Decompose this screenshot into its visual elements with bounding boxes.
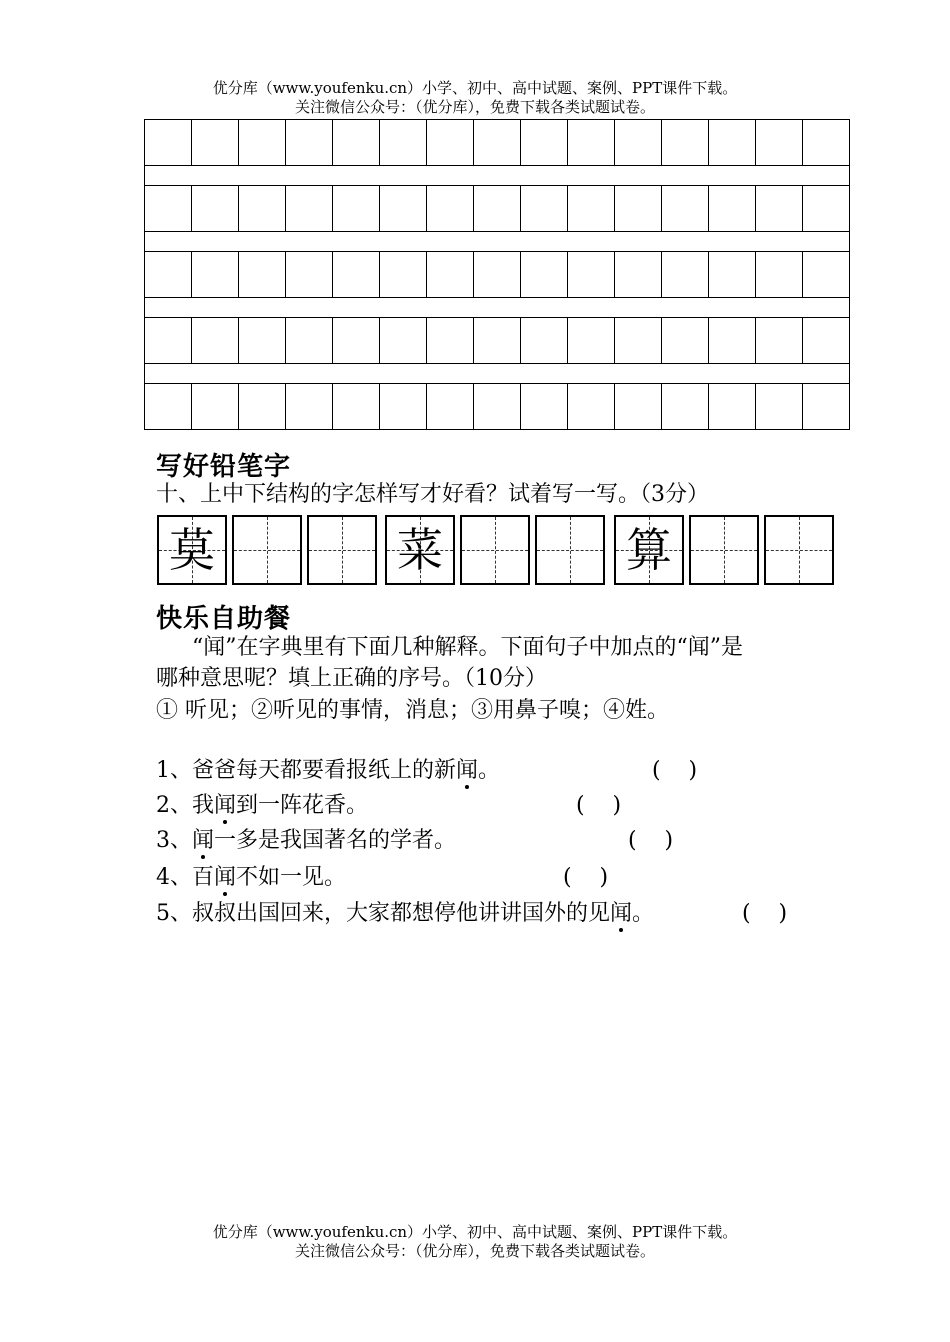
grid-cell[interactable] xyxy=(709,384,756,430)
section-title-happy-buffet: 快乐自助餐 xyxy=(156,604,292,634)
sentence-3 xyxy=(156,826,456,856)
sentence-text-end: 一多是我国著名的学者。 xyxy=(214,828,457,853)
grid-cell[interactable] xyxy=(709,318,756,364)
grid-cell[interactable] xyxy=(192,318,239,364)
dotted-char: 闻 xyxy=(214,865,237,890)
grid-row xyxy=(145,318,850,364)
model-char-box xyxy=(157,515,227,585)
sentence-text: 4、百 xyxy=(156,865,214,890)
grid-spacer-cell xyxy=(145,298,850,318)
grid-spacer-cell xyxy=(145,232,850,252)
sentence-1 xyxy=(156,756,500,786)
grid-cell[interactable] xyxy=(568,186,615,232)
grid-cell[interactable] xyxy=(521,384,568,430)
grid-cell[interactable] xyxy=(427,186,474,232)
grid-cell[interactable] xyxy=(145,384,192,430)
grid-spacer xyxy=(145,298,850,318)
practice-box[interactable] xyxy=(689,515,759,585)
question-ten: 十、上中下结构的字怎样写才好看？试着写一写。（3分） xyxy=(156,482,709,507)
sentence-text: 5、叔叔出国回来，大家都想停他讲讲国外的见 xyxy=(156,901,610,926)
grid-cell[interactable] xyxy=(192,384,239,430)
grid-cell[interactable] xyxy=(145,318,192,364)
grid-cell[interactable] xyxy=(380,186,427,232)
practice-box[interactable] xyxy=(764,515,834,585)
grid-cell[interactable] xyxy=(474,384,521,430)
practice-box[interactable] xyxy=(232,515,302,585)
grid-cell[interactable] xyxy=(615,384,662,430)
model-char-box xyxy=(385,515,455,585)
grid-cell[interactable] xyxy=(756,318,803,364)
grid-cell[interactable] xyxy=(192,120,239,166)
practice-box[interactable] xyxy=(460,515,530,585)
sentence-text: 3、 xyxy=(156,828,192,853)
grid-row xyxy=(145,186,850,232)
intro-line-2: 哪种意思呢？填上正确的序号。（10分） xyxy=(156,666,547,691)
sentence-text-end: 。 xyxy=(632,901,655,926)
grid-spacer-cell xyxy=(145,166,850,186)
grid-cell[interactable] xyxy=(333,318,380,364)
grid-cell[interactable] xyxy=(662,186,709,232)
grid-cell[interactable] xyxy=(474,318,521,364)
grid-cell[interactable] xyxy=(521,252,568,298)
grid-spacer xyxy=(145,364,850,384)
grid-spacer xyxy=(145,166,850,186)
grid-cell[interactable] xyxy=(380,252,427,298)
grid-cell[interactable] xyxy=(239,120,286,166)
grid-cell[interactable] xyxy=(333,186,380,232)
grid-cell[interactable] xyxy=(709,120,756,166)
grid-cell[interactable] xyxy=(756,252,803,298)
model-char: 莫 xyxy=(169,523,215,577)
grid-cell[interactable] xyxy=(286,120,333,166)
grid-row xyxy=(145,120,850,166)
sentence-text: 2、我 xyxy=(156,793,214,818)
sentence-text-end: 到一阵花香。 xyxy=(236,793,369,818)
sentence-text-end: 。 xyxy=(478,758,501,783)
grid-cell[interactable] xyxy=(709,186,756,232)
grid-cell[interactable] xyxy=(333,120,380,166)
grid-cell[interactable] xyxy=(568,318,615,364)
grid-cell[interactable] xyxy=(568,120,615,166)
grid-cell[interactable] xyxy=(803,120,850,166)
grid-row xyxy=(145,384,850,430)
header-line-2: 关注微信公众号：（优分库），免费下载各类试题试卷。 xyxy=(294,98,655,116)
sentence-4 xyxy=(156,863,346,893)
grid-cell[interactable] xyxy=(803,186,850,232)
grid-cell[interactable] xyxy=(239,384,286,430)
grid-cell[interactable] xyxy=(756,120,803,166)
grid-cell[interactable] xyxy=(286,252,333,298)
grid-cell[interactable] xyxy=(286,318,333,364)
dotted-char: 闻 xyxy=(192,828,215,853)
model-char: 菜 xyxy=(397,523,443,577)
grid-cell[interactable] xyxy=(662,120,709,166)
grid-cell[interactable] xyxy=(427,120,474,166)
dotted-char: 闻 xyxy=(456,758,479,783)
grid-cell[interactable] xyxy=(803,384,850,430)
model-char: 算 xyxy=(626,523,672,577)
model-char-box xyxy=(614,515,684,585)
grid-cell[interactable] xyxy=(615,252,662,298)
grid-cell[interactable] xyxy=(756,186,803,232)
answer-blank[interactable]: ( ) xyxy=(576,793,622,818)
grid-cell[interactable] xyxy=(756,384,803,430)
grid-cell[interactable] xyxy=(427,318,474,364)
practice-box[interactable] xyxy=(535,515,605,585)
answer-blank[interactable]: ( ) xyxy=(652,758,698,783)
grid-cell[interactable] xyxy=(286,384,333,430)
grid-cell[interactable] xyxy=(333,384,380,430)
grid-cell[interactable] xyxy=(521,186,568,232)
grid-cell[interactable] xyxy=(474,186,521,232)
dotted-char: 闻 xyxy=(610,901,633,926)
grid-cell[interactable] xyxy=(662,384,709,430)
grid-cell[interactable] xyxy=(239,186,286,232)
answer-blank[interactable]: ( ) xyxy=(628,828,674,853)
grid-cell[interactable] xyxy=(145,120,192,166)
sentence-2 xyxy=(156,791,368,821)
sentence-text: 1、爸爸每天都要看报纸上的新 xyxy=(156,758,456,783)
grid-cell[interactable] xyxy=(615,186,662,232)
grid-cell[interactable] xyxy=(615,120,662,166)
grid-cell[interactable] xyxy=(380,384,427,430)
grid-cell[interactable] xyxy=(145,252,192,298)
practice-box[interactable] xyxy=(307,515,377,585)
page-footer xyxy=(0,1223,950,1261)
grid-cell[interactable] xyxy=(427,252,474,298)
grid-cell[interactable] xyxy=(803,318,850,364)
grid-spacer xyxy=(145,232,850,252)
grid-cell[interactable] xyxy=(568,384,615,430)
page-header xyxy=(0,79,950,117)
grid-cell[interactable] xyxy=(333,252,380,298)
header-line-1: 优分库（www.youfenku.cn）小学、初中、高中试题、案例、PPT课件下载。 xyxy=(212,79,738,97)
grid-cell[interactable] xyxy=(474,252,521,298)
grid-cell[interactable] xyxy=(286,186,333,232)
grid-cell[interactable] xyxy=(615,318,662,364)
dotted-char: 闻 xyxy=(214,793,237,818)
grid-cell[interactable] xyxy=(192,186,239,232)
grid-row xyxy=(145,252,850,298)
footer-line-2: 关注微信公众号：（优分库），免费下载各类试题试卷。 xyxy=(294,1242,655,1260)
grid-cell[interactable] xyxy=(803,252,850,298)
grid-cell[interactable] xyxy=(521,120,568,166)
answer-blank[interactable]: ( ) xyxy=(563,865,609,890)
grid-cell[interactable] xyxy=(474,120,521,166)
answer-blank[interactable]: ( ) xyxy=(742,901,788,926)
grid-cell[interactable] xyxy=(709,252,756,298)
grid-cell[interactable] xyxy=(239,252,286,298)
grid-cell[interactable] xyxy=(192,252,239,298)
intro-line-1: “闻”在字典里有下面几种解释。下面句子中加点的“闻”是 xyxy=(192,635,743,660)
grid-cell[interactable] xyxy=(568,252,615,298)
sentence-text-end: 不如一见。 xyxy=(236,865,347,890)
grid-cell[interactable] xyxy=(380,120,427,166)
sentence-5 xyxy=(156,899,654,929)
grid-cell[interactable] xyxy=(521,318,568,364)
writing-grid[interactable] xyxy=(144,119,850,430)
grid-cell[interactable] xyxy=(380,318,427,364)
grid-cell[interactable] xyxy=(145,186,192,232)
grid-cell[interactable] xyxy=(239,318,286,364)
footer-line-1: 优分库（www.youfenku.cn）小学、初中、高中试题、案例、PPT课件下载。 xyxy=(212,1223,738,1241)
grid-cell[interactable] xyxy=(427,384,474,430)
grid-spacer-cell xyxy=(145,364,850,384)
section-title-pencil-writing: 写好铅笔字 xyxy=(156,452,292,482)
grid-cell[interactable] xyxy=(662,318,709,364)
meanings-list: ① 听见；②听见的事情，消息；③用鼻子嗅；④姓。 xyxy=(156,698,669,723)
grid-cell[interactable] xyxy=(662,252,709,298)
